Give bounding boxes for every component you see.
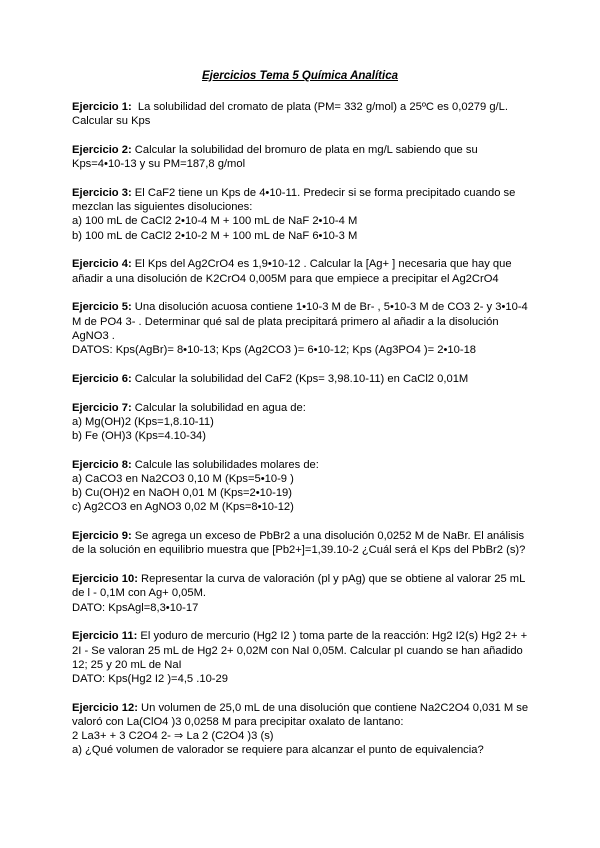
document-title: Ejercicios Tema 5 Química Analítica: [201, 70, 398, 82]
exercise-label: Ejercicio 3:: [72, 187, 132, 199]
exercise-text: 12; 25 y 20 mL de NaI: [72, 658, 182, 671]
exercise-text: Calcular la solubilidad del CaF2 (Kps= 3,98.10-11) en CaCl2 0,01M: [131, 372, 469, 385]
exercise-text: de l - 0,1M con Ag+ 0,05M.: [72, 587, 207, 600]
exercise-label: Ejercicio 1:: [72, 101, 132, 113]
exercise-text: M de PO4 3- . Determinar qué sal de plata precipitará primero al añadir a la disolución: [72, 315, 499, 328]
exercise-line: [72, 343, 534, 357]
exercise-line: [72, 472, 534, 486]
exercise-line: [72, 458, 534, 472]
exercise-line: [72, 100, 534, 114]
exercise-line: [72, 629, 534, 643]
exercise-line: [72, 586, 534, 600]
exercise-line: [72, 257, 534, 271]
exercise-text: a) CaCO3 en Na2CO3 0,10 M (Kps=5•10-9 ): [72, 473, 294, 486]
exercise-text: El yoduro de mercurio (Hg2 I2 ) toma parte de la reacción: Hg2 I2(s) Hg2 2+ +: [137, 630, 528, 643]
exercise-5: [72, 300, 534, 357]
exercise-line: [72, 143, 534, 157]
exercise-8: [72, 458, 534, 515]
exercise-11: [72, 629, 534, 686]
exercise-text: añadir a una disolución de K2CrO4 0,005M para que empiece a precipitar el Ag2CrO4: [72, 272, 499, 285]
exercise-line: [72, 543, 534, 557]
exercise-text: valoró con La(ClO4 )3 0,0258 M para precipitar oxalato de lantano:: [72, 716, 404, 729]
exercise-text: Un volumen de 25,0 mL de una disolución que contiene Na2C2O4 0,031 M se: [137, 701, 529, 714]
exercise-line: [72, 743, 534, 757]
exercise-1: [72, 100, 534, 128]
exercise-text: El CaF2 tiene un Kps de 4•10-11. Predecir si se forma precipitado cuando se: [131, 187, 516, 199]
exercise-text: de la solución en equilibrio muestra que [Pb2+]=1,39.10-2 ¿Cuál será el Kps del PbBr2 (s)?: [72, 544, 526, 557]
exercise-line: [72, 500, 534, 514]
exercise-line: [72, 157, 534, 171]
exercise-line: [72, 701, 534, 715]
exercise-line: [72, 272, 534, 286]
exercise-text: El Kps del Ag2CrO4 es 1,9•10-12 . Calcular la [Ag+ ] necesaria que hay que: [131, 258, 512, 271]
exercise-line: [72, 114, 534, 128]
exercise-line: [72, 429, 534, 443]
exercise-line: [72, 658, 534, 672]
exercise-12: [72, 701, 534, 758]
exercise-text: Representar la curva de valoración (pl y pAg) que se obtiene al valorar 25 mL: [137, 573, 526, 586]
exercise-label: Ejercicio 11:: [72, 630, 138, 643]
exercise-line: [72, 200, 534, 214]
exercise-text: 2 La3+ + 3 C2O4 2- ⇒ La 2 (C2O4 )3 (s): [72, 730, 274, 743]
exercise-label: Ejercicio 12:: [72, 701, 138, 714]
exercise-label: Ejercicio 9:: [72, 530, 132, 543]
exercise-text: mezclan las siguientes disoluciones:: [72, 201, 253, 214]
exercise-line: [72, 329, 534, 343]
exercise-label: Ejercicio 7:: [72, 401, 132, 414]
exercise-text: DATO: KpsAgl=8,3•10-17: [72, 601, 199, 614]
exercise-label: Ejercicio 2:: [72, 144, 132, 156]
exercise-line: [72, 229, 534, 243]
exercise-list: [72, 100, 534, 772]
exercise-line: [72, 401, 534, 415]
exercise-label: Ejercicio 8:: [72, 458, 132, 471]
exercise-line: [72, 372, 534, 386]
exercise-text: Kps=4•10-13 y su PM=187,8 g/mol: [72, 158, 246, 171]
exercise-text: b) Fe (OH)3 (Kps=4.10-34): [72, 430, 206, 443]
exercise-line: [72, 572, 534, 586]
exercise-text: DATOS: Kps(AgBr)= 8•10-13; Kps (Ag2CO3 )= 6•10-12; Kps (Ag3PO4 )= 2•10-18: [72, 344, 477, 357]
exercise-4: [72, 257, 534, 285]
exercise-text: b) 100 mL de CaCl2 2•10-2 M + 100 mL de NaF 6•10-3 M: [72, 229, 358, 242]
exercise-label: Ejercicio 4:: [72, 258, 132, 271]
exercise-text: AgNO3 .: [72, 329, 115, 342]
exercise-line: [72, 715, 534, 729]
exercise-text: a) Mg(OH)2 (Kps=1,8.10-11): [72, 415, 214, 428]
exercise-text: Calcular su Kps: [72, 115, 151, 128]
exercise-9: [72, 529, 534, 557]
exercise-text: Calcular la solubilidad en agua de:: [131, 401, 306, 414]
exercise-line: [72, 729, 534, 743]
exercise-text: a) 100 mL de CaCl2 2•10-4 M + 100 mL de NaF 2•10-4 M: [72, 215, 358, 228]
exercise-line: [72, 672, 534, 686]
exercise-text: Se agrega un exceso de PbBr2 a una disolución 0,0252 M de NaBr. El análisis: [131, 530, 525, 543]
exercise-label: Ejercicio 5:: [72, 301, 132, 314]
exercise-text: b) Cu(OH)2 en NaOH 0,01 M (Kps=2•10-19): [72, 487, 292, 500]
exercise-line: [72, 214, 534, 228]
exercise-text: Calcule las solubilidades molares de:: [131, 458, 319, 471]
exercise-6: [72, 372, 534, 386]
exercise-text: DATO: Kps(Hg2 I2 )=4,5 .10-29: [72, 673, 228, 686]
exercise-text: Una disolución acuosa contiene 1•10-3 M de Br- , 5•10-3 M de CO3 2- y 3•10-4: [131, 301, 528, 314]
exercise-line: [72, 300, 534, 314]
exercise-text: a) ¿Qué volumen de valorador se requiere para alcanzar el punto de equivalencia?: [72, 744, 484, 757]
exercise-text: Calcular la solubilidad del bromuro de plata en mg/L sabiendo que su: [131, 144, 478, 156]
exercise-line: [72, 186, 534, 200]
exercise-text: c) Ag2CO3 en AgNO3 0,02 M (Kps=8•10-12): [72, 501, 294, 514]
exercise-text: 2I - Se valoran 25 mL de Hg2 2+ 0,02M con NaI 0,05M. Calcular pI cuando se han añadido: [72, 644, 523, 657]
exercise-7: [72, 401, 534, 444]
exercise-10: [72, 572, 534, 615]
exercise-line: [72, 415, 534, 429]
exercise-line: [72, 315, 534, 329]
exercise-label: Ejercicio 10:: [72, 573, 138, 586]
exercise-2: [72, 143, 534, 171]
exercise-3: [72, 186, 534, 243]
exercise-text: La solubilidad del cromato de plata (PM= 332 g/mol) a 25ºC es 0,0279 g/L.: [131, 101, 508, 113]
exercise-line: [72, 529, 534, 543]
exercise-line: [72, 486, 534, 500]
exercise-line: [72, 601, 534, 615]
exercise-label: Ejercicio 6:: [72, 372, 132, 385]
exercise-line: [72, 644, 534, 658]
